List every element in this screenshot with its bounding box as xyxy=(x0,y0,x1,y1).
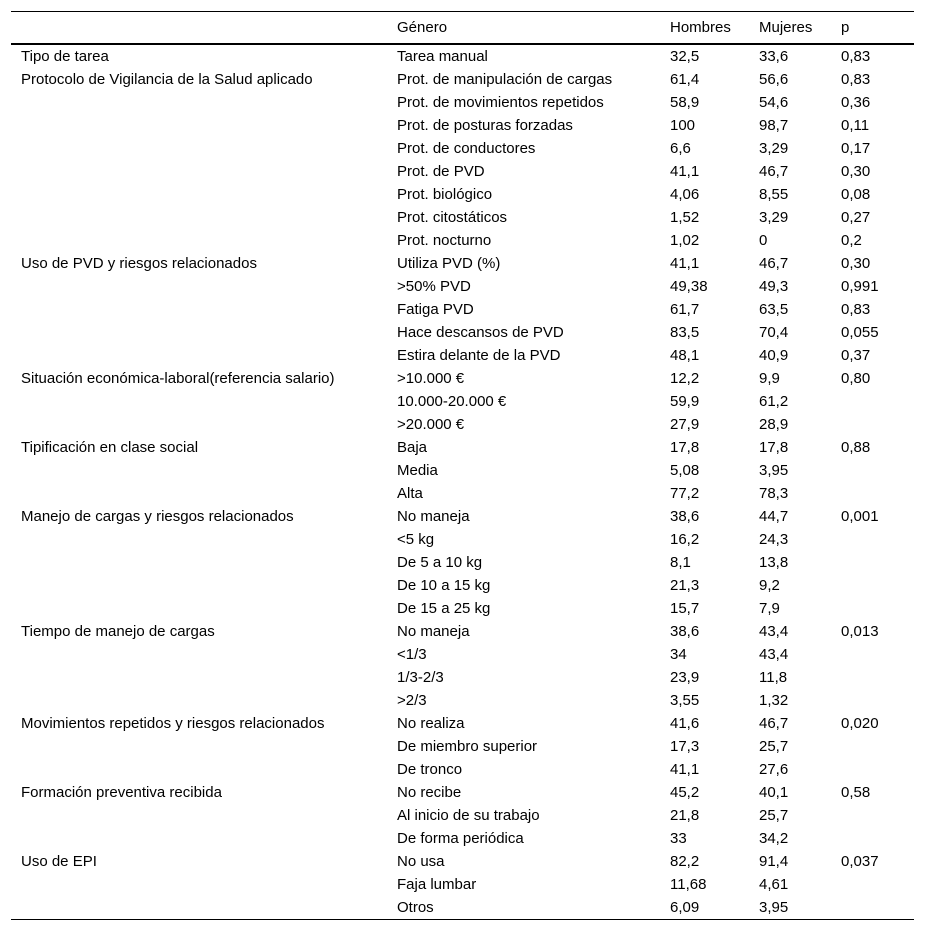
row-men-value: 77,2 xyxy=(670,484,700,502)
table-row xyxy=(11,436,914,459)
row-women-value: 46,7 xyxy=(759,162,789,180)
row-p-value xyxy=(831,666,914,689)
row-men-value: 1,52 xyxy=(670,208,700,226)
row-variable: Prot. biológico xyxy=(397,185,493,203)
row-variable: Prot. de conductores xyxy=(397,139,536,157)
row-category xyxy=(11,229,387,252)
row-p-value: 0,80 xyxy=(841,369,871,387)
table-row xyxy=(11,712,914,735)
row-category: Uso de PVD y riesgos relacionados xyxy=(21,254,257,272)
table-body xyxy=(11,44,914,920)
row-p-value: 0,37 xyxy=(841,346,871,364)
row-men-value: 8,1 xyxy=(670,553,691,571)
table-row xyxy=(11,873,914,896)
row-men-value: 32,5 xyxy=(670,47,700,65)
header-p-value: p xyxy=(831,12,914,44)
row-variable: Al inicio de su trabajo xyxy=(397,806,540,824)
row-p-value xyxy=(831,643,914,666)
row-category xyxy=(11,551,387,574)
row-men-value: 1,02 xyxy=(670,231,700,249)
row-women-value: 3,95 xyxy=(749,896,831,920)
row-women-value: 33,6 xyxy=(759,47,789,65)
header-row xyxy=(11,12,914,44)
row-category xyxy=(11,183,387,206)
row-women-value: 8,55 xyxy=(759,185,789,203)
row-category xyxy=(11,574,387,597)
row-p-value: 0,36 xyxy=(841,93,871,111)
row-variable: De miembro superior xyxy=(397,737,538,755)
row-p-value xyxy=(831,459,914,482)
row-p-value: 0,58 xyxy=(841,783,871,801)
row-women-value: 43,4 xyxy=(759,622,789,640)
row-category: Tipo de tarea xyxy=(21,47,109,65)
row-men-value: 41,1 xyxy=(670,760,700,778)
row-variable: No maneja xyxy=(397,507,470,525)
header-women: Mujeres xyxy=(749,12,831,44)
table-row xyxy=(11,804,914,827)
row-category: Movimientos repetidos y riesgos relacionados xyxy=(21,714,325,732)
row-p-value: 0,11 xyxy=(841,116,870,134)
row-category xyxy=(11,735,387,758)
row-p-value xyxy=(831,873,914,896)
row-women-value: 17,8 xyxy=(759,438,789,456)
row-men-value: 21,3 xyxy=(670,576,700,594)
row-men-value: 41,1 xyxy=(670,254,700,272)
row-men-value: 17,3 xyxy=(670,737,700,755)
row-category xyxy=(11,804,387,827)
row-women-value: 9,2 xyxy=(759,576,780,594)
row-variable: Prot. de manipulación de cargas xyxy=(397,70,613,88)
row-women-value: 63,5 xyxy=(759,300,789,318)
table-row xyxy=(11,482,914,505)
row-men-value: 100 xyxy=(670,116,696,134)
row-men-value: 23,9 xyxy=(670,668,700,686)
row-category xyxy=(11,459,387,482)
row-variable: No usa xyxy=(397,852,445,870)
row-variable: De 5 a 10 kg xyxy=(397,553,483,571)
row-men-value: 11,68 xyxy=(670,875,707,893)
row-variable: Tarea manual xyxy=(397,47,488,65)
row-women-value: 7,9 xyxy=(759,599,780,617)
row-p-value xyxy=(831,413,914,436)
row-variable: De forma periódica xyxy=(397,829,524,847)
table-row xyxy=(11,298,914,321)
row-women-value: 9,9 xyxy=(759,369,780,387)
row-p-value: 0,2 xyxy=(841,231,862,249)
row-women-value: 46,7 xyxy=(759,714,789,732)
row-variable: Prot. de posturas forzadas xyxy=(397,116,573,134)
row-men-value: 41,6 xyxy=(670,714,700,732)
row-category xyxy=(11,390,387,413)
row-p-value xyxy=(831,804,914,827)
row-men-value: 6,6 xyxy=(670,139,691,157)
table-row xyxy=(11,505,914,528)
row-women-value: 78,3 xyxy=(759,484,789,502)
row-women-value: 56,6 xyxy=(759,70,789,88)
row-women-value: 4,61 xyxy=(759,875,789,893)
row-men-value: 33 xyxy=(670,829,687,847)
table-row xyxy=(11,252,914,275)
row-p-value xyxy=(831,551,914,574)
row-men-value: 38,6 xyxy=(670,507,700,525)
row-women-value: 25,7 xyxy=(759,737,789,755)
header-category xyxy=(11,12,387,44)
row-women-value: 28,9 xyxy=(759,415,789,433)
row-variable: No recibe xyxy=(397,783,462,801)
row-p-value xyxy=(831,574,914,597)
row-women-value: 1,32 xyxy=(759,691,789,709)
row-variable: <5 kg xyxy=(397,530,435,548)
row-variable: Hace descansos de PVD xyxy=(397,323,564,341)
row-category xyxy=(11,758,387,781)
row-category xyxy=(11,896,387,920)
row-men-value: 61,4 xyxy=(670,70,700,88)
table-row xyxy=(11,390,914,413)
row-variable: De 15 a 25 kg xyxy=(397,599,491,617)
data-table-container xyxy=(11,11,914,920)
row-category xyxy=(11,528,387,551)
row-men-value: 3,55 xyxy=(670,691,700,709)
row-women-value: 0 xyxy=(759,231,768,249)
table-row xyxy=(11,620,914,643)
row-category xyxy=(11,344,387,367)
table-row xyxy=(11,896,914,920)
table-row xyxy=(11,183,914,206)
row-category xyxy=(11,321,387,344)
row-variable: Baja xyxy=(397,438,428,456)
row-category xyxy=(11,666,387,689)
row-category xyxy=(11,91,387,114)
table-row xyxy=(11,528,914,551)
row-men-value: 82,2 xyxy=(670,852,700,870)
row-men-value: 4,06 xyxy=(670,185,700,203)
row-men-value: 5,08 xyxy=(670,461,700,479)
row-variable: No realiza xyxy=(397,714,465,732)
row-women-value: 61,2 xyxy=(759,392,789,410)
row-men-value: 41,1 xyxy=(670,162,700,180)
row-category xyxy=(11,114,387,137)
row-variable: Fatiga PVD xyxy=(397,300,474,318)
row-women-value: 54,6 xyxy=(759,93,789,111)
row-category xyxy=(11,827,387,850)
row-men-value: 34 xyxy=(670,645,687,663)
row-p-value: 0,30 xyxy=(841,254,871,272)
row-p-value: 0,83 xyxy=(841,47,871,65)
row-category xyxy=(11,482,387,505)
row-women-value: 34,2 xyxy=(759,829,789,847)
row-p-value xyxy=(831,482,914,505)
table-row xyxy=(11,597,914,620)
row-women-value: 24,3 xyxy=(759,530,789,548)
row-category: Formación preventiva recibida xyxy=(21,783,222,801)
row-variable: >10.000 € xyxy=(397,369,465,387)
row-category xyxy=(11,206,387,229)
table-row xyxy=(11,367,914,390)
row-category xyxy=(11,137,387,160)
row-p-value: 0,020 xyxy=(841,714,879,732)
row-men-value: 45,2 xyxy=(670,783,700,801)
table-row xyxy=(11,160,914,183)
row-variable: Prot. de PVD xyxy=(397,162,485,180)
data-table xyxy=(11,11,914,920)
table-row xyxy=(11,735,914,758)
row-variable: Prot. nocturno xyxy=(397,231,492,249)
row-women-value: 40,9 xyxy=(759,346,789,364)
row-men-value: 16,2 xyxy=(670,530,700,548)
table-row xyxy=(11,114,914,137)
table-row xyxy=(11,574,914,597)
row-p-value xyxy=(831,896,914,920)
row-variable: Utiliza PVD (%) xyxy=(397,254,501,272)
table-row xyxy=(11,229,914,252)
table-row xyxy=(11,206,914,229)
row-women-value: 49,3 xyxy=(759,277,789,295)
table-row xyxy=(11,68,914,91)
row-women-value: 13,8 xyxy=(759,553,789,571)
row-p-value: 0,013 xyxy=(841,622,879,640)
row-men-value: 15,7 xyxy=(670,599,700,617)
row-p-value: 0,08 xyxy=(841,185,871,203)
row-variable: <1/3 xyxy=(397,645,427,663)
row-p-value: 0,001 xyxy=(841,507,879,525)
row-p-value xyxy=(831,689,914,712)
row-category xyxy=(11,298,387,321)
row-p-value: 0,991 xyxy=(841,277,879,295)
table-row xyxy=(11,666,914,689)
row-variable: 1/3-2/3 xyxy=(397,668,444,686)
row-category xyxy=(11,160,387,183)
row-variable: Estira delante de la PVD xyxy=(397,346,561,364)
row-p-value xyxy=(831,735,914,758)
table-row xyxy=(11,850,914,873)
table-row xyxy=(11,344,914,367)
row-men-value: 58,9 xyxy=(670,93,700,111)
row-men-value: 17,8 xyxy=(670,438,700,456)
row-category: Manejo de cargas y riesgos relacionados xyxy=(21,507,294,525)
row-women-value: 27,6 xyxy=(759,760,789,778)
row-variable: Prot. de movimientos repetidos xyxy=(397,93,604,111)
row-variable: No maneja xyxy=(397,622,470,640)
row-category xyxy=(11,643,387,666)
row-p-value: 0,037 xyxy=(841,852,879,870)
row-women-value: 70,4 xyxy=(759,323,789,341)
row-variable: Alta xyxy=(397,484,423,502)
row-women-value: 43,4 xyxy=(759,645,789,663)
row-men-value: 49,38 xyxy=(670,277,708,295)
row-p-value xyxy=(831,758,914,781)
row-p-value: 0,27 xyxy=(841,208,871,226)
row-p-value: 0,055 xyxy=(841,323,879,341)
row-p-value xyxy=(831,390,914,413)
row-men-value: 59,9 xyxy=(670,392,700,410)
row-women-value: 44,7 xyxy=(759,507,789,525)
table-row xyxy=(11,91,914,114)
row-women-value: 3,29 xyxy=(759,208,789,226)
row-category xyxy=(11,689,387,712)
table-row xyxy=(11,413,914,436)
row-variable: De 10 a 15 kg xyxy=(397,576,491,594)
row-category xyxy=(11,597,387,620)
table-row xyxy=(11,321,914,344)
row-variable: De tronco xyxy=(397,760,463,778)
row-p-value: 0,30 xyxy=(841,162,871,180)
row-variable: Otros xyxy=(387,896,660,920)
table-header xyxy=(11,12,914,44)
table-row xyxy=(11,781,914,804)
row-women-value: 11,8 xyxy=(759,668,788,686)
row-p-value xyxy=(831,827,914,850)
row-p-value: 0,83 xyxy=(841,300,871,318)
row-p-value xyxy=(831,597,914,620)
row-category xyxy=(11,413,387,436)
row-women-value: 3,95 xyxy=(759,461,789,479)
row-category: Situación económica-laboral(referencia salario) xyxy=(21,369,335,387)
row-category: Protocolo de Vigilancia de la Salud aplicado xyxy=(21,70,313,88)
row-men-value: 38,6 xyxy=(670,622,700,640)
row-men-value: 83,5 xyxy=(670,323,700,341)
row-women-value: 91,4 xyxy=(759,852,789,870)
row-p-value: 0,17 xyxy=(841,139,871,157)
row-variable: Prot. citostáticos xyxy=(397,208,508,226)
row-variable: >20.000 € xyxy=(397,415,465,433)
row-variable: >2/3 xyxy=(397,691,427,709)
table-row xyxy=(11,137,914,160)
row-category: Uso de EPI xyxy=(21,852,97,870)
row-women-value: 98,7 xyxy=(759,116,789,134)
row-men-value: 12,2 xyxy=(670,369,700,387)
row-category: Tipificación en clase social xyxy=(21,438,199,456)
table-row xyxy=(11,827,914,850)
row-p-value: 0,88 xyxy=(841,438,871,456)
row-category: Tiempo de manejo de cargas xyxy=(21,622,215,640)
table-row xyxy=(11,689,914,712)
row-men-value: 6,09 xyxy=(660,896,749,920)
row-women-value: 25,7 xyxy=(759,806,789,824)
row-men-value: 27,9 xyxy=(670,415,700,433)
row-category xyxy=(11,275,387,298)
row-men-value: 48,1 xyxy=(670,346,700,364)
row-variable: Media xyxy=(397,461,438,479)
table-row xyxy=(11,551,914,574)
row-variable: 10.000-20.000 € xyxy=(397,392,507,410)
row-p-value xyxy=(831,528,914,551)
table-row xyxy=(11,643,914,666)
row-women-value: 40,1 xyxy=(759,783,789,801)
table-row xyxy=(11,275,914,298)
row-variable: Faja lumbar xyxy=(397,875,477,893)
table-row xyxy=(11,44,914,68)
header-gender: Género xyxy=(387,12,660,44)
row-men-value: 61,7 xyxy=(670,300,700,318)
row-p-value: 0,83 xyxy=(841,70,871,88)
table-row xyxy=(11,758,914,781)
table-row xyxy=(11,459,914,482)
row-women-value: 3,29 xyxy=(759,139,789,157)
row-category xyxy=(11,873,387,896)
row-women-value: 46,7 xyxy=(759,254,789,272)
row-men-value: 21,8 xyxy=(670,806,700,824)
header-men: Hombres xyxy=(660,12,749,44)
row-variable: >50% PVD xyxy=(397,277,471,295)
